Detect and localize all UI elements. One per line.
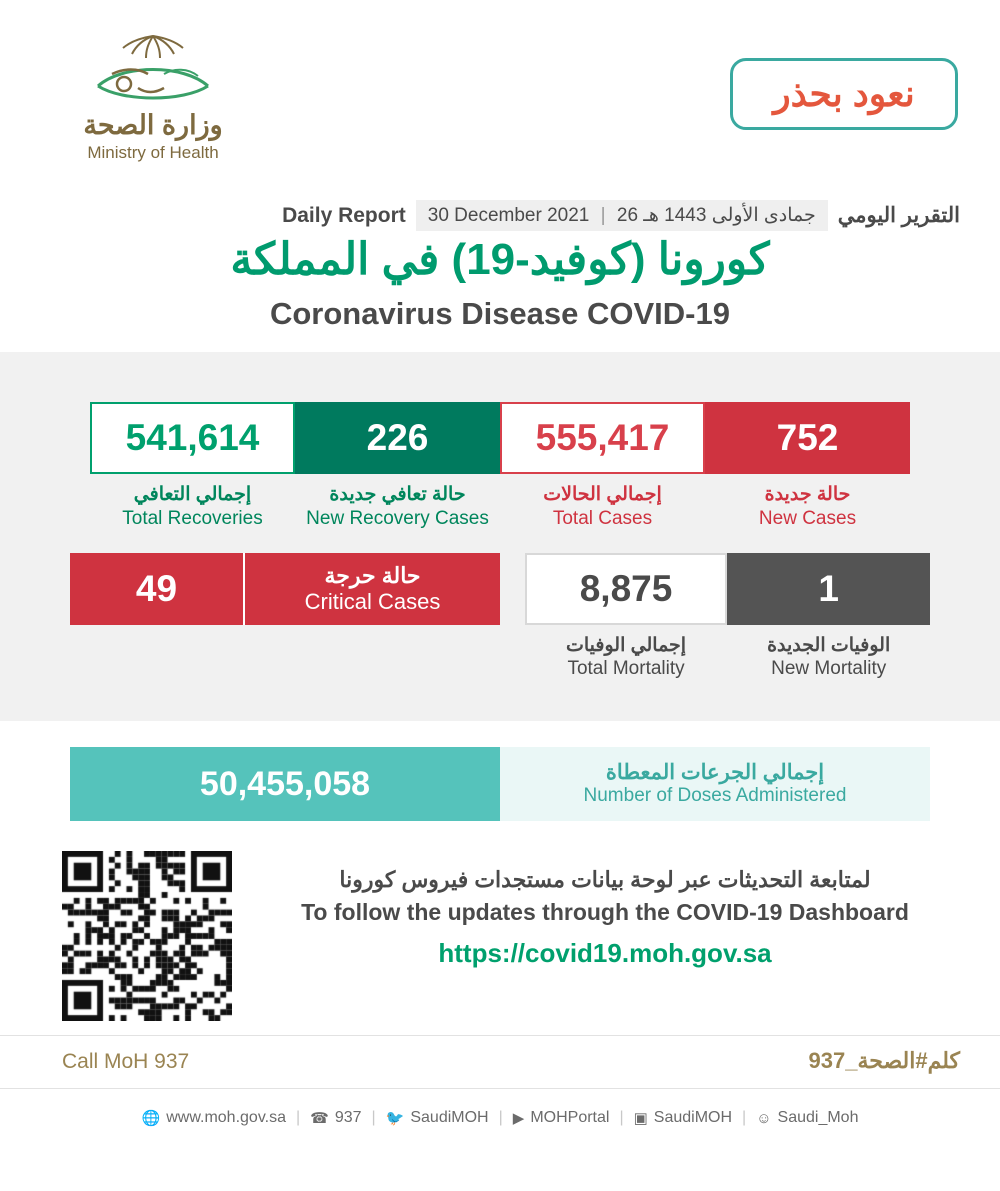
dashboard-section [0, 851, 1000, 1031]
footer-label: SaudiMOH [410, 1109, 489, 1126]
stat-value: 226 [295, 402, 500, 474]
stat-total-cases [500, 402, 705, 531]
stats-row-1 [0, 402, 1000, 531]
daily-report-label-en: Daily Report [282, 203, 406, 227]
stats-section [0, 352, 1000, 721]
doses-banner [70, 747, 930, 821]
snapchat-icon: ☺ [756, 1109, 772, 1127]
moh-palm-logo-icon [28, 28, 278, 106]
moh-logo [28, 28, 278, 163]
footer-label: Saudi_Moh [777, 1109, 859, 1126]
date-gregorian: 30 December 2021 [427, 205, 590, 226]
footer [0, 1089, 1000, 1147]
footer-phone[interactable] [310, 1109, 361, 1127]
stat-caption [525, 625, 728, 682]
daily-report-label-ar: التقرير اليومي [837, 204, 960, 227]
stat-value: 752 [705, 402, 910, 474]
youtube-icon: ▶ [512, 1110, 525, 1127]
doses-section [0, 721, 1000, 821]
dashboard-url[interactable]: https://covid19.moh.gov.sa [438, 938, 772, 968]
date-row [282, 200, 960, 231]
footer-label: www.moh.gov.sa [166, 1109, 286, 1126]
footer-label: MOHPortal [530, 1109, 610, 1126]
stat-caption-ar: حالة جديدة [764, 484, 851, 505]
footer-divider: | [371, 1109, 376, 1126]
stat-caption [727, 625, 930, 682]
stat-caption-en: New Recovery Cases [306, 507, 489, 529]
stat-total-recoveries [90, 402, 295, 531]
stat-critical-cases [70, 553, 500, 682]
stat-caption-en: Critical Cases [304, 588, 441, 614]
stat-value: 8,875 [525, 553, 728, 625]
qr-code[interactable] [62, 851, 232, 1021]
phone-icon: ☎ [310, 1110, 329, 1127]
doses-caption [500, 747, 930, 821]
stat-caption [295, 474, 500, 531]
stat-caption [500, 474, 705, 531]
globe-icon: 🌐 [141, 1110, 161, 1127]
instagram-icon: ▣ [633, 1110, 648, 1127]
footer-label: SaudiMOH [653, 1109, 733, 1126]
stat-caption [90, 474, 295, 531]
stat-value: 541,614 [90, 402, 295, 474]
stat-caption-en: Total Recoveries [122, 507, 263, 529]
page-title-en: Coronavirus Disease COVID-19 [269, 296, 730, 331]
dashboard-text [250, 867, 960, 969]
call-moh-label: Call MoH 937 [62, 1050, 190, 1073]
campaign-badge [730, 58, 958, 130]
campaign-text: نعود بحذر [773, 73, 915, 114]
footer-youtube[interactable] [513, 1109, 610, 1127]
stat-caption-ar: حالة حرجة [324, 563, 421, 589]
stat-caption [245, 553, 500, 625]
stat-caption-ar: إجمالي الحالات [543, 484, 662, 505]
doses-value: 50,455,058 [70, 747, 500, 821]
date-chip: 30 December 2021 | 26 جمادى الأولى 1443 هـ [416, 200, 828, 231]
doses-caption-en: Number of Doses Administered [583, 785, 847, 807]
stat-caption-en: New Cases [758, 507, 857, 529]
stat-caption-en: New Mortality [771, 658, 887, 680]
stats-row-2 [0, 553, 1000, 682]
moh-logo-label-en: Ministry of Health [87, 143, 219, 162]
dashboard-text-en: To follow the updates through the COVID-19 Dashboard [301, 899, 909, 925]
footer-divider: | [742, 1109, 747, 1126]
dashboard-text-ar: لمتابعة التحديثات عبر لوحة بيانات مستجدات فيروس كورونا [339, 867, 871, 892]
footer-divider: | [295, 1109, 301, 1126]
footer-snapchat[interactable] [756, 1109, 858, 1127]
moh-logo-label-ar: وزارة الصحة [83, 110, 223, 140]
stat-caption-ar: إجمالي التعافي [133, 484, 252, 505]
header [0, 0, 1000, 352]
footer-instagram[interactable] [634, 1109, 732, 1127]
footer-divider: | [498, 1109, 503, 1126]
footer-twitter[interactable] [386, 1109, 489, 1127]
stat-value: 1 [727, 553, 930, 625]
stat-caption-en: Total Mortality [567, 658, 685, 680]
call-bar [0, 1035, 1000, 1089]
footer-divider: | [619, 1109, 624, 1126]
call-moh-label-ar: كلم#الصحة_937 [808, 1048, 960, 1073]
twitter-icon: 🐦 [385, 1110, 405, 1127]
stat-value: 49 [70, 553, 245, 625]
stat-new-mortality [727, 553, 930, 682]
stat-caption-ar: إجمالي الوفيات [566, 634, 687, 656]
date-hijri: 26 جمادى الأولى 1443 هـ [616, 205, 816, 226]
stat-total-mortality [525, 553, 728, 682]
stat-new-recovery-cases [295, 402, 500, 531]
stat-caption-en: Total Cases [552, 507, 653, 529]
row-spacer [500, 553, 525, 682]
doses-caption-ar: إجمالي الجرعات المعطاة [605, 761, 825, 784]
footer-label: 937 [334, 1109, 362, 1126]
stat-caption [705, 474, 910, 531]
stat-new-cases [705, 402, 910, 531]
stat-caption-ar: الوفيات الجديدة [767, 634, 891, 656]
stat-caption-ar: حالة تعافي جديدة [329, 484, 466, 505]
stat-value: 555,417 [500, 402, 705, 474]
footer-website[interactable] [142, 1109, 286, 1127]
page-title-ar: كورونا (كوفيد-19) في المملكة [230, 235, 770, 284]
